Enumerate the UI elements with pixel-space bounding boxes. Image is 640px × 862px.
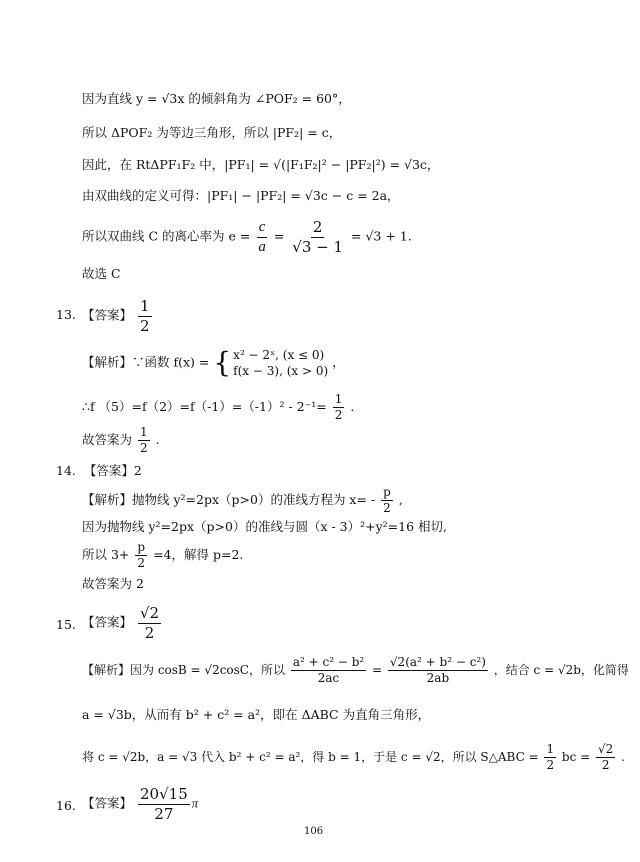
fraction-numerator: p: [381, 486, 393, 501]
q15-analysis-3: [82, 743, 625, 772]
text-line-1: 因为直线 y = √3x 的倾斜角为 ∠POF₂ = 60°，: [82, 91, 351, 106]
fraction-numerator: √2: [596, 743, 615, 758]
left-brace: {: [213, 346, 232, 380]
q13-answer: [82, 298, 154, 334]
analysis-suffix: ，: [332, 354, 345, 370]
fraction-denominator: 2: [140, 441, 148, 456]
fraction-denominator: 2ac: [317, 671, 340, 686]
fraction-denominator: 2: [601, 758, 610, 773]
text-line-5: [82, 219, 412, 255]
piecewise-case-2: f(x − 3), (x > 0): [233, 364, 329, 379]
answer-label: 【答案】: [82, 795, 133, 811]
q16-answer: [82, 786, 198, 822]
fraction-numerator: 1: [544, 743, 556, 758]
law-of-cosines-fraction-1: [291, 656, 366, 685]
question-number-16: 16.: [56, 798, 76, 813]
q15-a1-text: 【解析】因为 cosB = √2cosC，所以: [82, 663, 285, 678]
fraction-numerator: 2: [312, 218, 323, 236]
q15-a1-suffix: ，结合 c = √2b，化简得: [493, 663, 629, 678]
analysis-prefix: 【解析】∵函数 f(x) =: [82, 354, 210, 370]
fraction-denominator: √3 − 1: [292, 237, 344, 256]
q13-line3-text: 故答案为: [82, 432, 133, 448]
eccentricity-prefix: 所以双曲线 C 的离心率为 e =: [82, 228, 251, 244]
q13-line-2: [82, 393, 354, 422]
fraction-denominator: 27: [154, 804, 174, 823]
q14-answer: [56, 464, 142, 478]
q13-analysis: [82, 347, 345, 379]
piecewise-case-1: x² − 2ˣ, (x ≤ 0): [233, 348, 325, 362]
fraction-denominator: a: [258, 238, 266, 255]
fraction-denominator: 2: [137, 556, 146, 571]
question-number-13: 13.: [56, 307, 76, 322]
equals-sign: =: [372, 663, 383, 678]
fraction-numerator: 1: [333, 393, 345, 408]
answer-label: 【答案】: [82, 307, 133, 323]
fraction-2-over-root3-minus-1: [290, 219, 345, 255]
fraction-numerator: a² + c² − b²: [291, 656, 366, 671]
fraction-numerator: √2(a² + b² − c²): [388, 656, 488, 671]
question-number-14: 14.: [56, 463, 76, 478]
text-line-4: 由双曲线的定义可得：|PF₁| − |PF₂| = √3c − c = 2a，: [82, 188, 400, 203]
fraction-denominator: 2: [140, 316, 150, 335]
fraction-numerator: c: [257, 219, 268, 238]
fraction-numerator: 20√15: [140, 785, 188, 803]
q14-a3-suffix: =4，解得 p=2.: [153, 547, 244, 563]
fraction-denominator: 2: [334, 408, 343, 423]
fraction-one-half: [544, 743, 556, 772]
fraction-numerator: 1: [138, 426, 150, 441]
q13-line-3: [82, 426, 160, 455]
eccentricity-result: = √3 + 1.: [351, 228, 412, 244]
page-number: 106: [304, 826, 324, 837]
answer-fraction: [138, 298, 152, 334]
pi-symbol: π: [191, 796, 198, 811]
piecewise-function: [213, 347, 328, 379]
answer-fraction: [138, 786, 190, 822]
fraction-one-half: [333, 393, 345, 422]
fraction-numerator: 1: [140, 297, 150, 315]
answer-fraction: [138, 605, 161, 641]
q13-line2-suffix: .: [350, 399, 355, 415]
q13-line3-suffix: .: [155, 432, 160, 448]
q14-analysis-2: 因为抛物线 y²=2px（p>0）的准线与圆（x - 3）²+y²=16 相切,: [82, 519, 448, 534]
fraction-numerator: p: [135, 541, 147, 556]
fraction-denominator: 2: [546, 758, 555, 773]
q13-line2-text: ∴f （5）=f（2）=f（-1）=（-1）² - 2⁻¹=: [82, 399, 327, 415]
text-line-6: 故选 C: [82, 266, 121, 281]
answer-value: 2: [133, 463, 142, 478]
q14-a1-text: 【解析】抛物线 y²=2px（p>0）的准线方程为 x= -: [82, 492, 376, 508]
text-line-2: 所以 ΔPOF₂ 为等边三角形，所以 |PF₂| = c，: [82, 125, 342, 140]
q14-analysis-1: [82, 486, 403, 515]
q15-a3-mid: bc =: [561, 750, 591, 765]
equals-sign: =: [273, 228, 285, 244]
fraction-p-over-2: [135, 541, 147, 570]
fraction-one-half: [138, 426, 150, 455]
fraction-p-over-2: [381, 486, 393, 515]
fraction-denominator: 2: [144, 623, 155, 642]
question-number-15: 15.: [56, 617, 76, 632]
q15-analysis-2: a = √3b，从而有 b² + c² = a²，即在 ΔABC 为直角三角形，: [82, 707, 431, 722]
q14-a1-suffix: ,: [398, 492, 403, 508]
q15-answer: [82, 605, 163, 641]
answer-label: 【答案】: [82, 614, 133, 630]
q14-analysis-4: 故答案为 2: [82, 576, 144, 591]
answer-label: 【答案】: [83, 463, 134, 478]
fraction-numerator: √2: [140, 604, 160, 622]
q15-a3-suffix: .: [621, 750, 625, 765]
fraction-denominator: 2ab: [426, 671, 450, 686]
q15-analysis-1: [82, 656, 629, 685]
q14-a3-text: 所以 3+: [82, 547, 130, 563]
q14-analysis-3: [82, 541, 243, 570]
q15-a3-text: 将 c = √2b，a = √3 代入 b² + c² = a²，得 b = 1，于是 c = √2，所以 S△ABC =: [82, 750, 539, 765]
law-of-cosines-fraction-2: [388, 656, 488, 685]
text-line-3: 因此，在 RtΔPF₁F₂ 中，|PF₁| = √(|F₁F₂|² − |PF₂|²) = √3c，: [82, 157, 440, 172]
fraction-denominator: 2: [383, 501, 391, 516]
fraction-root2-over-2: [596, 743, 615, 772]
fraction-c-over-a: [256, 219, 268, 255]
